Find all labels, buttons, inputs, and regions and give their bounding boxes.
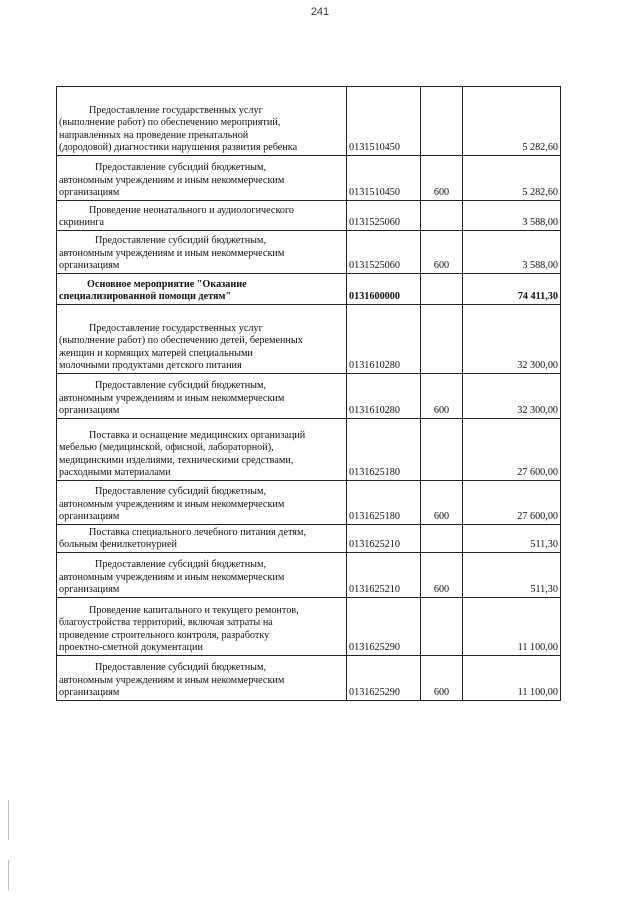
row-type [421, 419, 463, 481]
table-row [57, 598, 561, 656]
row-name: Предоставление субсидий бюджетным, автономным учреждениям и иным некоммерческим организациям [57, 156, 347, 201]
row-name: Основное мероприятие "Оказание специализированной помощи детям" [57, 274, 347, 305]
row-type [421, 305, 463, 374]
row-code: 0131625180 [347, 419, 421, 481]
table-row [57, 525, 561, 553]
row-code: 0131610280 [347, 374, 421, 419]
row-amount: 27 600,00 [463, 419, 561, 481]
table-row [57, 656, 561, 701]
row-code: 0131625290 [347, 598, 421, 656]
row-name: Поставка и оснащение медицинских организаций мебелью (медицинской, офисной, лабораторной), медицинскими изделиями, техническими средствами, расходными материалами [57, 419, 347, 481]
row-type [421, 201, 463, 231]
row-type [421, 274, 463, 305]
row-type: 600 [421, 481, 463, 525]
row-type: 600 [421, 553, 463, 598]
row-type: 600 [421, 156, 463, 201]
row-name: Предоставление государственных услуг (выполнение работ) по обеспечению мероприятий, направленных на проведение пренатальной (дородовой) диагностики нарушения развития ребенка [57, 87, 347, 156]
table-row [57, 305, 561, 374]
row-amount: 3 588,00 [463, 201, 561, 231]
scan-artifact [8, 860, 9, 890]
row-code: 0131625180 [347, 481, 421, 525]
row-code: 0131510450 [347, 87, 421, 156]
row-name: Предоставление субсидий бюджетным, автономным учреждениям и иным некоммерческим организациям [57, 553, 347, 598]
row-amount: 32 300,00 [463, 374, 561, 419]
table-row [57, 156, 561, 201]
row-amount: 511,30 [463, 553, 561, 598]
row-code: 0131600000 [347, 274, 421, 305]
row-type: 600 [421, 374, 463, 419]
page-number: 241 [310, 6, 330, 18]
row-name: Проведение капитального и текущего ремонтов, благоустройства территорий, включая затраты на проведение строительного контроля, разработку проектно-сметной документации [57, 598, 347, 656]
row-code: 0131610280 [347, 305, 421, 374]
table-row [57, 419, 561, 481]
table-row [57, 274, 561, 305]
row-amount: 11 100,00 [463, 598, 561, 656]
row-amount: 511,30 [463, 525, 561, 553]
table-row [57, 231, 561, 274]
row-amount: 5 282,60 [463, 156, 561, 201]
row-type: 600 [421, 656, 463, 701]
row-type [421, 87, 463, 156]
row-amount: 74 411,30 [463, 274, 561, 305]
row-name: Предоставление субсидий бюджетным, автономным учреждениям и иным некоммерческим организациям [57, 656, 347, 701]
row-amount: 3 588,00 [463, 231, 561, 274]
row-code: 0131525060 [347, 231, 421, 274]
row-amount: 32 300,00 [463, 305, 561, 374]
row-name: Проведение неонатального и аудиологического скрининга [57, 201, 347, 231]
table-row [57, 201, 561, 231]
row-name: Поставка специального лечебного питания детям, больным фенилкетонурией [57, 525, 347, 553]
row-type [421, 598, 463, 656]
row-code: 0131625210 [347, 525, 421, 553]
row-name: Предоставление субсидий бюджетным, автономным учреждениям и иным некоммерческим организациям [57, 374, 347, 419]
table-row [57, 553, 561, 598]
budget-table [56, 86, 561, 701]
row-name: Предоставление субсидий бюджетным, автономным учреждениям и иным некоммерческим организациям [57, 481, 347, 525]
row-name: Предоставление субсидий бюджетным, автономным учреждениям и иным некоммерческим организациям [57, 231, 347, 274]
row-code: 0131625290 [347, 656, 421, 701]
table-row [57, 481, 561, 525]
row-name: Предоставление государственных услуг (выполнение работ) по обеспечению детей, беременных женщин и кормящих матерей специальными молочными продуктами детского питания [57, 305, 347, 374]
row-type [421, 525, 463, 553]
row-code: 0131510450 [347, 156, 421, 201]
row-amount: 5 282,60 [463, 87, 561, 156]
row-amount: 27 600,00 [463, 481, 561, 525]
scan-artifact [8, 800, 9, 840]
row-code: 0131625210 [347, 553, 421, 598]
row-code: 0131525060 [347, 201, 421, 231]
table-row [57, 87, 561, 156]
table-row [57, 374, 561, 419]
row-amount: 11 100,00 [463, 656, 561, 701]
row-type: 600 [421, 231, 463, 274]
